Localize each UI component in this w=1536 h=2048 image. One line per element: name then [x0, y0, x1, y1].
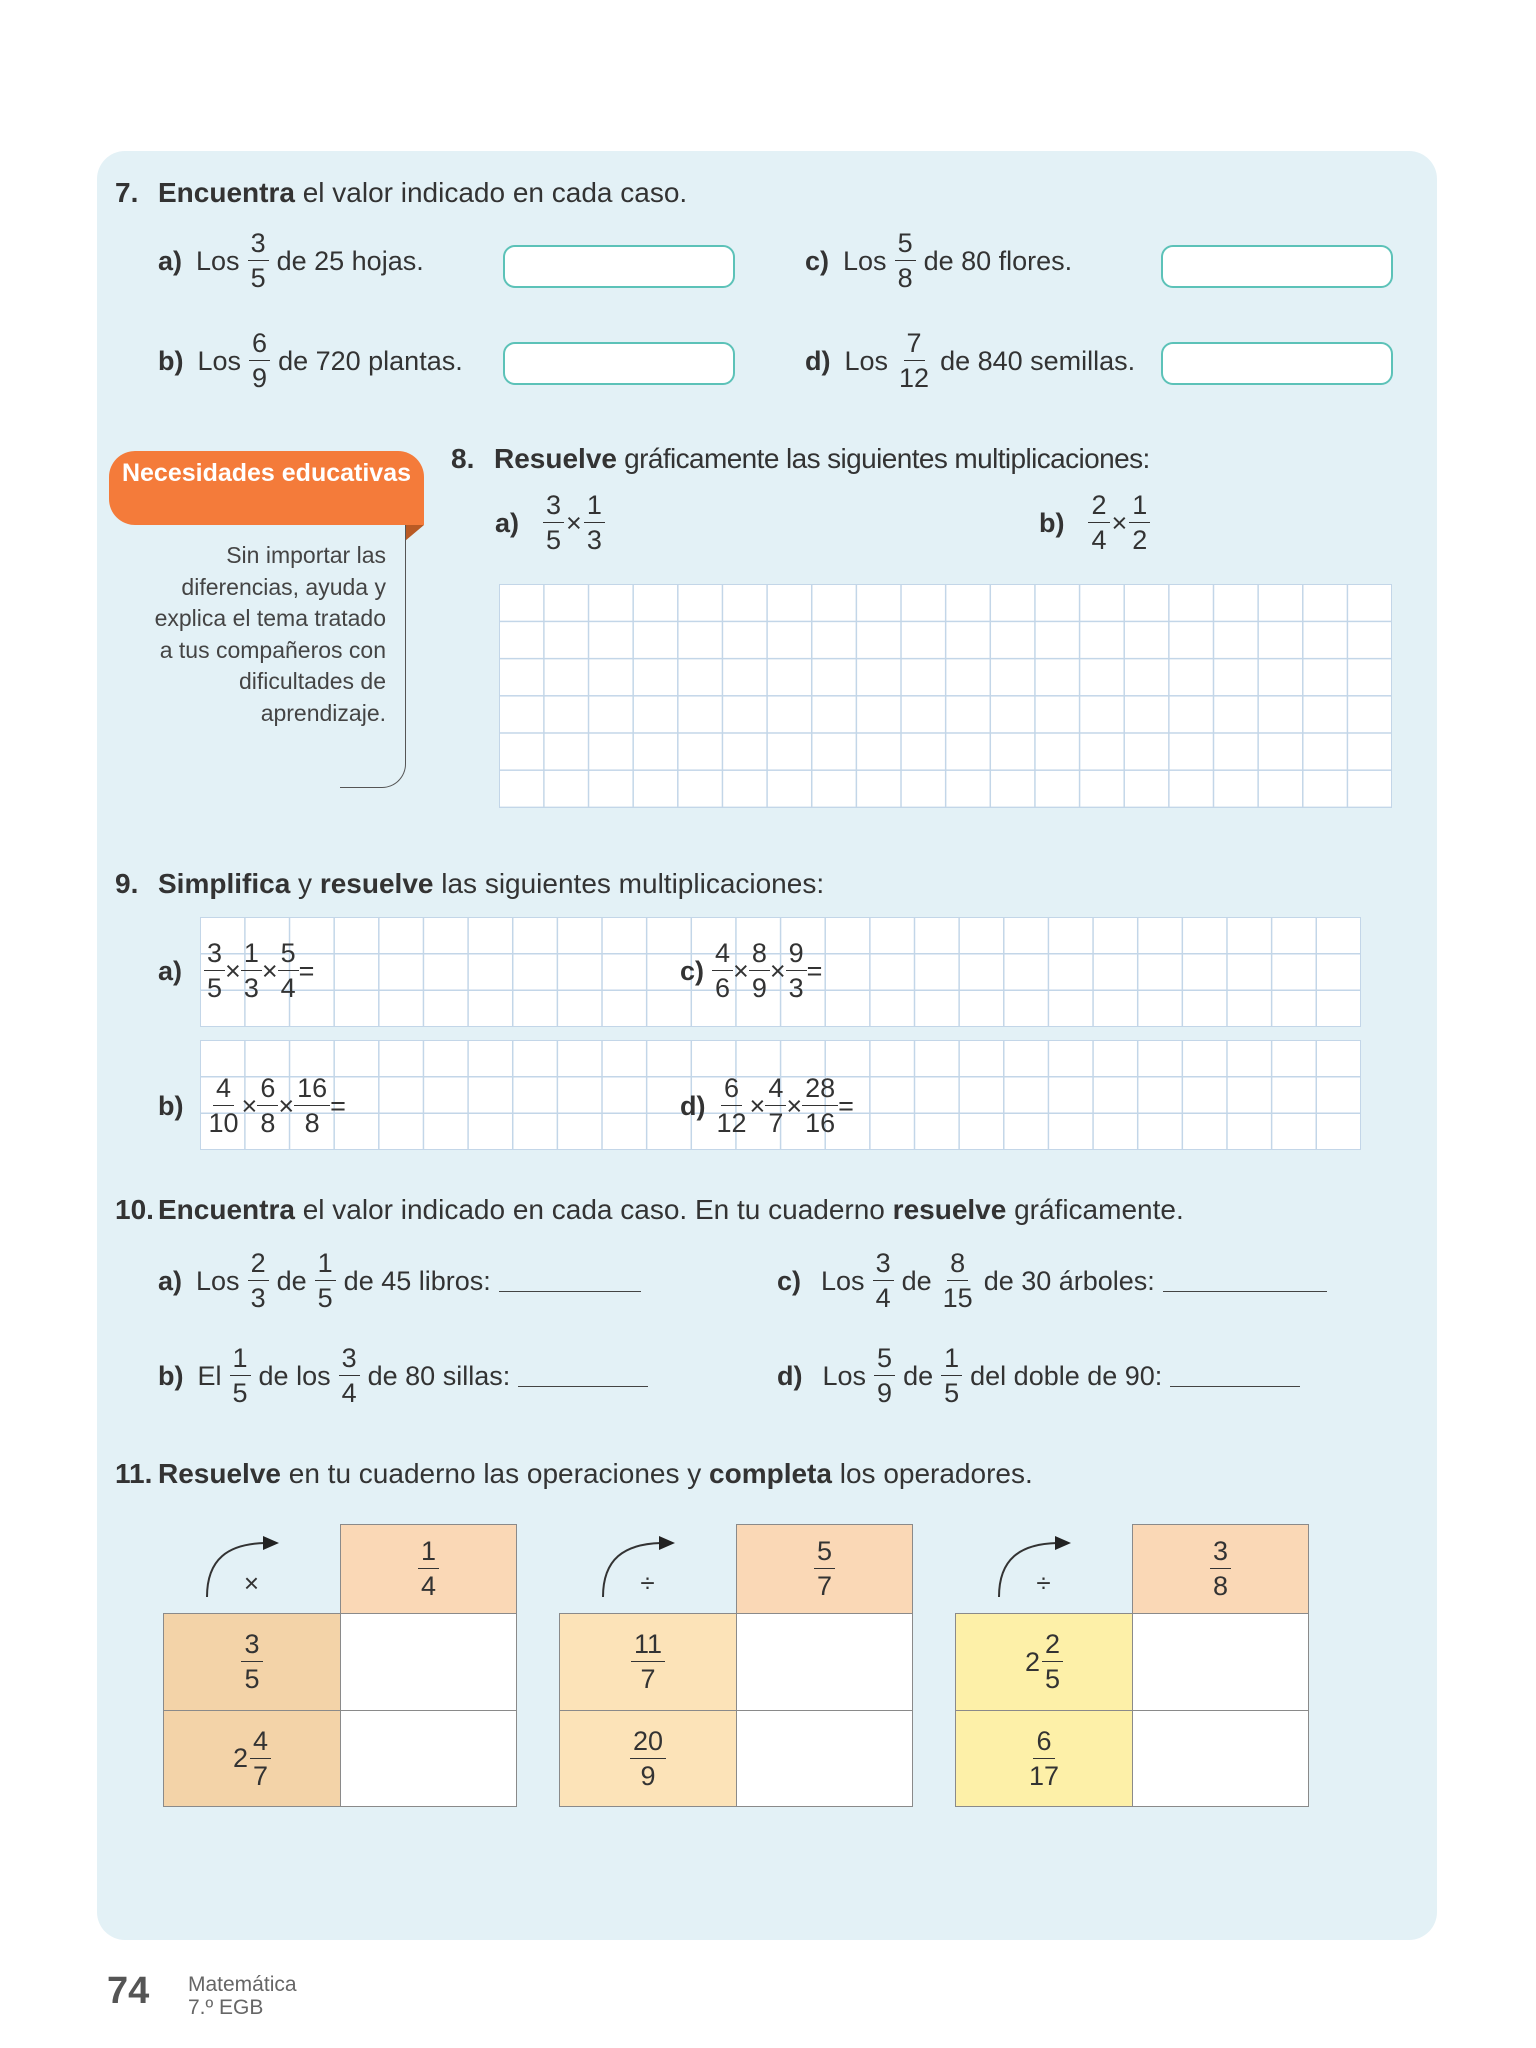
numerator: 5	[278, 940, 299, 971]
fraction	[584, 492, 605, 554]
denominator: 3	[788, 973, 804, 1003]
numerator: 2	[248, 1250, 269, 1281]
result-cell[interactable]	[340, 1710, 517, 1807]
item-text: de 80 sillas:	[367, 1360, 511, 1391]
numerator: 3	[339, 1345, 360, 1376]
q10-title	[115, 1194, 1184, 1226]
mixed-number	[1025, 1631, 1063, 1693]
operator-sign: ÷	[640, 1568, 655, 1598]
denominator: 16	[805, 1108, 836, 1138]
input-cell	[955, 1710, 1133, 1807]
denominator: 8	[304, 1108, 320, 1138]
denominator: 9	[877, 1378, 893, 1408]
numerator: 3	[248, 230, 269, 261]
result-cell[interactable]	[736, 1613, 913, 1711]
operator-cell	[736, 1524, 913, 1614]
q11-text: los operadores.	[831, 1458, 1033, 1489]
fraction	[896, 330, 932, 392]
denominator: 4	[875, 1283, 891, 1313]
q11-number: 11.	[115, 1458, 153, 1489]
denominator: 9	[252, 363, 268, 393]
result-cell[interactable]	[340, 1613, 517, 1711]
answer-input-b[interactable]	[503, 342, 735, 385]
numerator: 5	[895, 230, 916, 261]
fraction	[278, 940, 299, 1002]
equals-sign: =	[838, 1090, 854, 1121]
fraction	[250, 1725, 271, 1791]
item-text: Los	[197, 345, 242, 376]
fraction	[765, 1075, 786, 1137]
times-sign: ×	[241, 1090, 258, 1121]
operator-cell	[1132, 1524, 1309, 1614]
answer-input-c[interactable]	[1161, 245, 1393, 288]
q11-title	[115, 1458, 1033, 1490]
numerator: 6	[257, 1075, 278, 1106]
q10-item-d	[777, 1345, 1300, 1407]
numerator: 2	[1042, 1631, 1063, 1662]
q10-number: 10.	[115, 1194, 154, 1225]
page-number: 74	[107, 1970, 150, 2012]
numerator: 8	[749, 940, 770, 971]
q10-item-b	[158, 1345, 648, 1407]
answer-blank[interactable]	[1163, 1270, 1327, 1292]
numerator: 6	[249, 330, 270, 361]
numerator: 4	[712, 940, 733, 971]
fraction	[1026, 1725, 1062, 1791]
operator-cell	[340, 1524, 517, 1614]
denominator: 10	[208, 1108, 239, 1138]
item-label: b)	[158, 345, 184, 376]
denominator: 17	[1028, 1760, 1060, 1791]
fraction	[749, 940, 770, 1002]
answer-blank[interactable]	[1170, 1365, 1300, 1387]
fraction	[1088, 492, 1109, 554]
item-text: Los	[196, 1265, 240, 1296]
fraction	[315, 1250, 336, 1312]
item-label: b)	[1039, 507, 1065, 538]
item-text: de	[276, 1265, 307, 1296]
operator-sign: ×	[243, 1568, 260, 1598]
q9-number: 9.	[115, 868, 139, 899]
result-cell[interactable]	[1132, 1710, 1309, 1807]
equals-sign: =	[330, 1090, 346, 1121]
q9-text: y	[290, 868, 320, 899]
denominator: 3	[586, 525, 602, 555]
fraction	[257, 1075, 278, 1137]
whole-number: 2	[232, 1743, 248, 1773]
equals-sign: =	[806, 955, 823, 986]
input-cell	[955, 1613, 1133, 1711]
numerator: 4	[250, 1728, 271, 1759]
item-text: Los	[196, 245, 240, 276]
item-text: de 720 plantas.	[278, 345, 463, 376]
item-label: d)	[777, 1360, 803, 1391]
numerator: 3	[873, 1250, 894, 1281]
times-sign: ×	[769, 955, 786, 986]
times-sign: ×	[749, 1090, 766, 1121]
numerator: 5	[814, 1538, 835, 1569]
educational-needs-tab: Necesidades educativas	[109, 451, 424, 525]
numerator: 11	[631, 1631, 665, 1662]
operator-sign: ÷	[1036, 1568, 1051, 1598]
denominator: 4	[420, 1571, 437, 1601]
item-label: a)	[158, 955, 183, 986]
q8-title	[451, 443, 1150, 475]
fraction	[786, 940, 807, 1002]
times-sign: ×	[1111, 507, 1128, 538]
q9-verb: Simplifica	[158, 868, 291, 899]
q8-text: gráficamente las siguientes multiplicaciones:	[616, 443, 1150, 474]
footer-grade: 7.º EGB	[188, 1996, 264, 2019]
q11-text: en tu cuaderno las operaciones y	[280, 1458, 710, 1489]
denominator: 9	[640, 1760, 656, 1791]
fraction	[874, 1345, 895, 1407]
q7-item-b	[158, 330, 463, 392]
numerator: 20	[630, 1728, 666, 1759]
numerator: 9	[786, 940, 807, 971]
q8-number: 8.	[451, 443, 475, 474]
times-sign: ×	[261, 955, 278, 986]
denominator: 9	[751, 973, 767, 1003]
answer-input-d[interactable]	[1161, 342, 1393, 385]
item-label: a)	[158, 1265, 183, 1296]
q9-item-d	[680, 1075, 854, 1137]
denominator: 15	[942, 1283, 973, 1313]
times-sign: ×	[225, 955, 241, 986]
fraction	[1129, 492, 1150, 554]
denominator: 7	[253, 1760, 269, 1791]
equals-sign: =	[298, 955, 315, 986]
operator-table-3	[955, 1524, 1309, 1808]
denominator: 12	[716, 1108, 747, 1138]
input-cell	[163, 1613, 341, 1711]
numerator: 4	[765, 1075, 786, 1106]
fraction	[249, 330, 270, 392]
q10-item-c	[777, 1250, 1327, 1312]
q8-verb: Resuelve	[494, 443, 617, 474]
q9-item-a	[158, 940, 314, 1002]
q7-text: el valor indicado en cada caso.	[294, 177, 688, 208]
fraction	[339, 1345, 360, 1407]
denominator: 12	[899, 363, 930, 393]
denominator: 3	[250, 1283, 266, 1313]
numerator: 3	[1210, 1538, 1231, 1569]
denominator: 8	[1212, 1571, 1229, 1601]
denominator: 4	[280, 973, 296, 1003]
fraction	[205, 1075, 241, 1137]
item-label: b)	[158, 1360, 184, 1391]
whole-number: 2	[1024, 1646, 1040, 1677]
item-text: de 45 libros:	[343, 1265, 491, 1296]
denominator: 6	[715, 973, 731, 1003]
fraction	[630, 1725, 666, 1791]
times-sign: ×	[566, 507, 582, 538]
fraction	[1210, 1538, 1231, 1600]
item-text: El	[197, 1360, 222, 1391]
item-text: Los	[844, 345, 889, 376]
denominator: 5	[1045, 1664, 1061, 1694]
denominator: 5	[317, 1283, 333, 1313]
fraction	[895, 230, 916, 292]
numerator: 1	[230, 1345, 251, 1376]
numerator: 3	[241, 1631, 262, 1662]
q7-item-d	[805, 330, 1135, 392]
denominator: 8	[897, 263, 913, 293]
result-cell[interactable]	[1132, 1613, 1309, 1711]
input-cell	[559, 1710, 737, 1807]
fraction	[294, 1075, 330, 1137]
numerator: 7	[904, 330, 925, 361]
fraction	[802, 1075, 838, 1137]
numerator: 1	[241, 940, 262, 971]
item-label: b)	[158, 1090, 184, 1121]
q7-item-c	[805, 230, 1072, 292]
input-cell	[559, 1613, 737, 1711]
denominator: 2	[1132, 525, 1148, 555]
fraction	[940, 1250, 976, 1312]
q7-item-a	[158, 230, 424, 292]
denominator: 7	[768, 1108, 784, 1138]
denominator: 5	[244, 1664, 260, 1694]
operator-table-1	[163, 1524, 517, 1808]
fraction	[248, 1250, 269, 1312]
denominator: 4	[341, 1378, 357, 1408]
item-label: d)	[805, 345, 831, 376]
q7-title	[115, 177, 687, 209]
numerator: 1	[315, 1250, 336, 1281]
times-sign: ×	[733, 955, 749, 986]
item-label: a)	[495, 507, 520, 538]
item-text: de 30 árboles:	[983, 1265, 1155, 1296]
fraction	[814, 1538, 835, 1600]
numerator: 4	[213, 1075, 234, 1106]
mixed-number	[232, 1725, 271, 1791]
fraction	[241, 940, 262, 1002]
fraction	[230, 1345, 251, 1407]
denominator: 3	[243, 973, 259, 1003]
item-text: de 80 flores.	[923, 245, 1073, 276]
numerator: 6	[721, 1075, 742, 1106]
denominator: 5	[207, 973, 223, 1003]
item-text: de	[901, 1265, 932, 1296]
result-cell[interactable]	[736, 1710, 913, 1807]
q9-text: las siguientes multiplicaciones:	[433, 868, 825, 899]
q10-text: gráficamente.	[1006, 1194, 1184, 1225]
answer-input-a[interactable]	[503, 245, 735, 288]
item-label: a)	[158, 245, 183, 276]
item-text: del doble de 90:	[970, 1360, 1163, 1391]
numerator: 3	[543, 492, 564, 523]
q11-verb: completa	[709, 1458, 832, 1489]
input-cell	[163, 1710, 341, 1807]
numerator: 2	[1088, 492, 1109, 523]
item-text: de 25 hojas.	[276, 245, 424, 276]
q11-verb: Resuelve	[158, 1458, 281, 1489]
q7-verb: Encuentra	[158, 177, 295, 208]
fraction	[204, 940, 225, 1002]
fraction	[712, 940, 733, 1002]
q10-verb: resuelve	[892, 1194, 1007, 1225]
fraction	[941, 1345, 962, 1407]
denominator: 5	[232, 1378, 248, 1408]
denominator: 7	[640, 1664, 656, 1694]
q9-item-b	[158, 1075, 346, 1137]
item-text: Los	[843, 245, 887, 276]
item-label: d)	[680, 1090, 706, 1121]
q7-number: 7.	[115, 177, 139, 208]
sidebar-text: Sin importar las diferencias, ayuda y explica el tema tratado a tus compañeros con dificultades de aprendizaje.	[154, 542, 386, 726]
fraction	[543, 492, 564, 554]
item-label: c)	[680, 955, 705, 986]
times-sign: ×	[786, 1090, 803, 1121]
fraction	[248, 230, 269, 292]
q9-verb: resuelve	[319, 868, 434, 899]
operator-table-2	[559, 1524, 913, 1808]
numerator: 16	[294, 1075, 330, 1106]
fraction	[418, 1538, 439, 1600]
q9-item-c	[680, 940, 822, 1002]
answer-blank[interactable]	[499, 1270, 641, 1292]
numerator: 5	[874, 1345, 895, 1376]
fraction	[873, 1250, 894, 1312]
q10-verb: Encuentra	[158, 1194, 295, 1225]
footer-subject: Matemática	[188, 1973, 297, 1996]
denominator: 8	[260, 1108, 276, 1138]
numerator: 3	[204, 940, 225, 971]
q10-text: el valor indicado en cada caso. En tu cuaderno	[294, 1194, 893, 1225]
numerator: 28	[802, 1075, 838, 1106]
numerator: 1	[418, 1538, 439, 1569]
q8-item-a	[495, 492, 607, 554]
fraction	[713, 1075, 749, 1137]
item-label: c)	[777, 1265, 802, 1296]
numerator: 1	[941, 1345, 962, 1376]
item-label: c)	[805, 245, 830, 276]
q8-drawing-grid[interactable]	[499, 584, 1392, 808]
tab-fold	[405, 525, 424, 541]
q10-item-a	[158, 1250, 641, 1312]
fraction	[1042, 1631, 1063, 1693]
denominator: 5	[546, 525, 562, 555]
item-text: Los	[822, 1360, 867, 1391]
fraction	[631, 1631, 665, 1693]
times-sign: ×	[278, 1090, 295, 1121]
item-text: de los	[258, 1360, 331, 1391]
numerator: 8	[947, 1250, 968, 1281]
numerator: 1	[1129, 492, 1150, 523]
answer-blank[interactable]	[518, 1365, 648, 1387]
denominator: 5	[250, 263, 266, 293]
numerator: 1	[584, 492, 605, 523]
fraction	[241, 1631, 262, 1693]
numerator: 6	[1033, 1728, 1054, 1759]
item-text: Los	[821, 1265, 865, 1296]
denominator: 5	[944, 1378, 960, 1408]
denominator: 4	[1091, 525, 1107, 555]
q8-item-b	[1039, 492, 1152, 554]
item-text: de 840 semillas.	[940, 345, 1136, 376]
denominator: 7	[816, 1571, 833, 1601]
q9-title	[115, 868, 824, 900]
item-text: de	[903, 1360, 934, 1391]
